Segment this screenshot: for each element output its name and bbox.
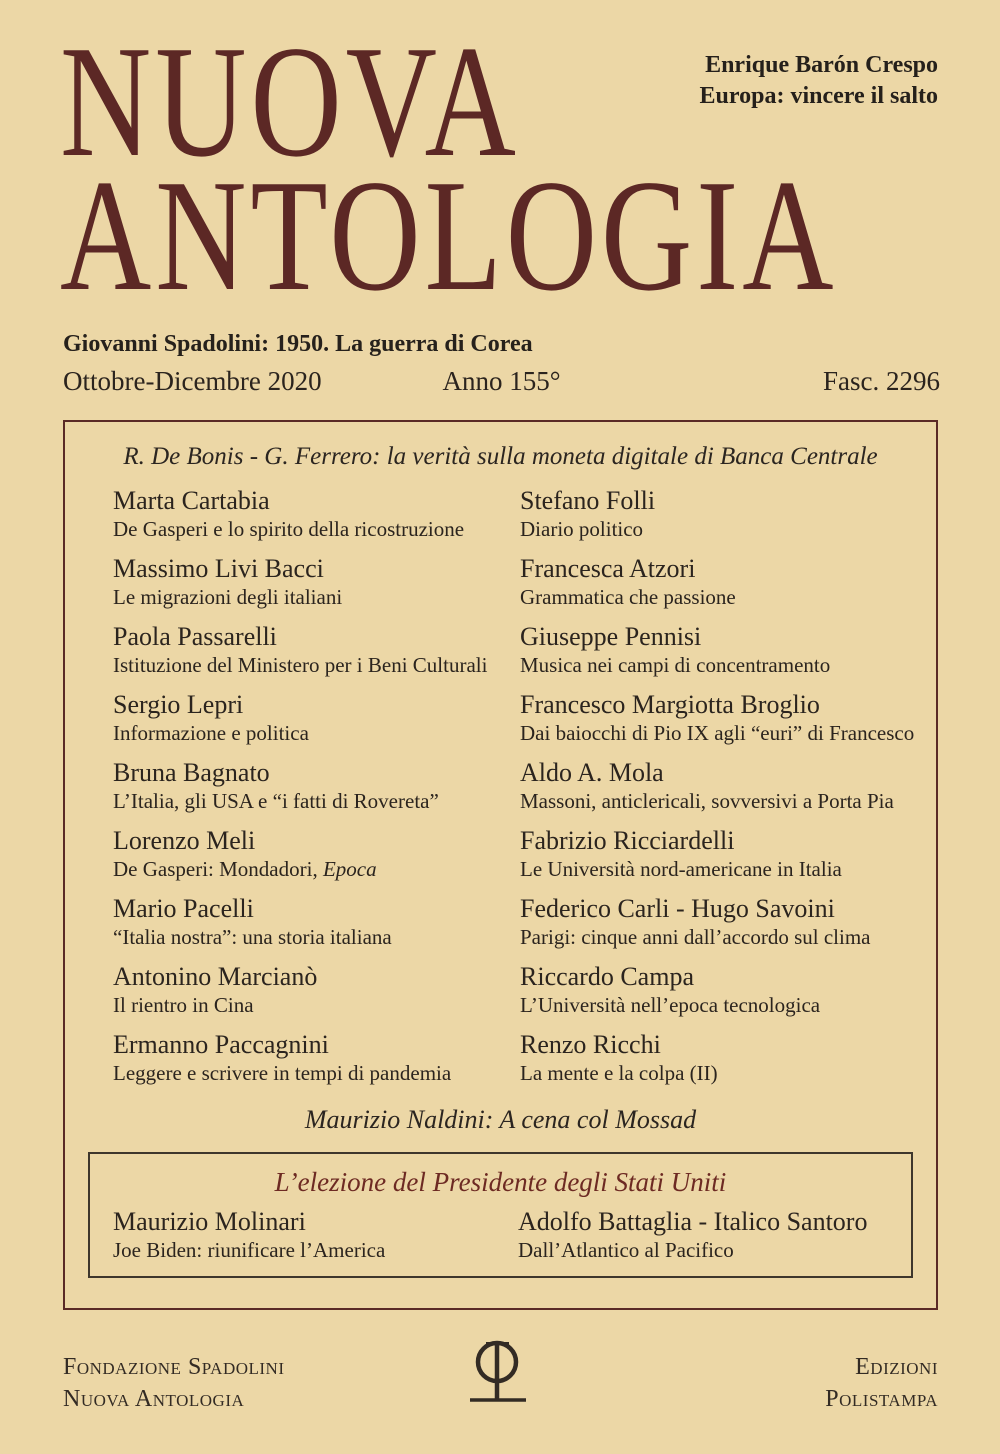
- toc-entry-title: Grammatica che passione: [520, 585, 736, 609]
- contents-column-left: [113, 486, 520, 1098]
- issue-fascicle: Fasc. 2296: [822, 366, 940, 396]
- toc-entry-title: Parigi: cinque anni dall’accordo sul clima: [520, 925, 871, 949]
- toc-entry: [113, 1030, 520, 1086]
- toc-entry-title: Dall’Atlantico al Pacifico: [518, 1238, 734, 1262]
- toc-entry: [113, 554, 520, 610]
- toc-entry-title: Joe Biden: riunificare l’America: [113, 1238, 386, 1262]
- toc-entry: [113, 486, 520, 542]
- contents-columns: [65, 473, 936, 1098]
- toc-entry: [520, 1030, 936, 1086]
- contents-column-right: [520, 486, 936, 1098]
- issue-period: Ottobre-Dicembre 2020: [63, 366, 322, 396]
- toc-entry: [520, 894, 936, 950]
- toc-entry-author: Bruna Bagnato: [113, 758, 270, 787]
- foundation-line2: Nuova Antologia: [63, 1386, 245, 1412]
- toc-entry-author: Francesca Atzori: [520, 554, 696, 583]
- special-section-columns: [90, 1207, 911, 1275]
- toc-entry-author: Renzo Ricchi: [520, 1030, 661, 1059]
- toc-entry-author: Antonino Marcianò: [113, 962, 318, 991]
- toc-entry-author: Massimo Livi Bacci: [113, 554, 324, 583]
- magazine-title-line1: NUOVA: [60, 12, 520, 190]
- toc-entry-title: Il rientro in Cina: [113, 993, 254, 1017]
- toc-entry-title: Dai baiocchi di Pio IX agli “euri” di Francesco: [520, 721, 915, 745]
- toc-entry-title: Massoni, anticlericali, sovversivi a Porta Pia: [520, 789, 894, 813]
- toc-entry-title: Le migrazioni degli italiani: [113, 585, 343, 609]
- toc-entry: [113, 826, 520, 882]
- toc-entry-author: Lorenzo Meli: [113, 826, 256, 855]
- toc-entry-title: Leggere e scrivere in tempi di pandemia: [113, 1061, 452, 1085]
- toc-entry: [520, 758, 936, 814]
- topright-title: Europa: vincere il salto: [699, 83, 938, 109]
- toc-entry: [113, 690, 520, 746]
- foundation-line1: Fondazione Spadolini: [63, 1354, 285, 1380]
- toc-entry-title: L’Italia, gli USA e “i fatti di Rovereta”: [113, 789, 439, 813]
- toc-entry-author: Giuseppe Pennisi: [520, 622, 702, 651]
- toc-entry-title: Musica nei campi di concentramento: [520, 653, 831, 677]
- toc-entry-title: La mente e la colpa (II): [520, 1061, 718, 1085]
- toc-entry-author: Sergio Lepri: [113, 690, 244, 719]
- toc-entry-title: Le Università nord-americane in Italia: [520, 857, 842, 881]
- toc-entry: [520, 486, 936, 542]
- toc-entry-author: Paola Passarelli: [113, 622, 277, 651]
- toc-entry: [518, 1207, 911, 1263]
- toc-entry: [113, 758, 520, 814]
- special-section-heading: L’elezione del Presidente degli Stati Uniti: [274, 1167, 727, 1197]
- toc-entry-title: Informazione e politica: [113, 721, 309, 745]
- toc-entry-title-italic: Epoca: [322, 857, 377, 881]
- toc-entry: [113, 894, 520, 950]
- toc-entry-title: Diario politico: [520, 517, 644, 541]
- feature-line: Maurizio Naldini: A cena col Mossad: [304, 1105, 697, 1134]
- toc-entry-author: Federico Carli - Hugo Savoini: [520, 894, 835, 923]
- magazine-title-line2: ANTOLOGIA: [60, 146, 838, 324]
- editions-line1: Edizioni: [855, 1354, 938, 1380]
- toc-entry-author: Marta Cartabia: [113, 486, 270, 515]
- toc-entry: [520, 554, 936, 610]
- toc-entry-author: Fabrizio Ricciardelli: [520, 826, 735, 855]
- toc-entry-author: Maurizio Molinari: [113, 1207, 306, 1236]
- toc-entry-title: L’Università nell’epoca tecnologica: [520, 993, 821, 1017]
- toc-entry-author: Stefano Folli: [520, 486, 656, 515]
- toc-entry-author: Riccardo Campa: [520, 962, 694, 991]
- toc-entry: [520, 962, 936, 1018]
- issue-year: Anno 155°: [442, 366, 561, 396]
- toc-entry: [520, 622, 936, 678]
- publisher-foundation: [63, 1351, 285, 1415]
- toc-entry-author: Francesco Margiotta Broglio: [520, 690, 820, 719]
- toc-entry: [113, 1207, 518, 1263]
- toc-entry-title: [113, 856, 520, 882]
- toc-entry: [113, 962, 520, 1018]
- contents-lead-line: R. De Bonis - G. Ferrero: la verità sulla moneta digitale di Banca Centrale: [123, 443, 878, 470]
- issue-info-row: [63, 366, 940, 397]
- toc-entry-author: Mario Pacelli: [113, 894, 254, 923]
- toc-entry: [520, 690, 936, 746]
- special-section-box: [88, 1152, 913, 1278]
- polistampa-p-monogram-icon: [464, 1340, 536, 1411]
- toc-entry-title: De Gasperi e lo spirito della ricostruzione: [113, 517, 465, 541]
- toc-entry-author: Aldo A. Mola: [520, 758, 664, 787]
- publisher-editions: [825, 1351, 938, 1415]
- toc-entry: [113, 622, 520, 678]
- editions-line2: Polistampa: [825, 1386, 938, 1412]
- cover-subtitle: Giovanni Spadolini: 1950. La guerra di Corea: [63, 331, 533, 357]
- contents-box: [63, 420, 938, 1310]
- toc-entry: [520, 826, 936, 882]
- topright-author: Enrique Barón Crespo: [705, 52, 938, 78]
- magazine-title: [60, 12, 838, 324]
- toc-entry-title: Istituzione del Ministero per i Beni Culturali: [113, 653, 488, 677]
- toc-entry-author: Ermanno Paccagnini: [113, 1030, 329, 1059]
- toc-entry-title-text: De Gasperi: Mondadori,: [113, 857, 323, 881]
- toc-entry-author: Adolfo Battaglia - Italico Santoro: [518, 1207, 868, 1236]
- toc-entry-title: “Italia nostra”: una storia italiana: [113, 925, 392, 949]
